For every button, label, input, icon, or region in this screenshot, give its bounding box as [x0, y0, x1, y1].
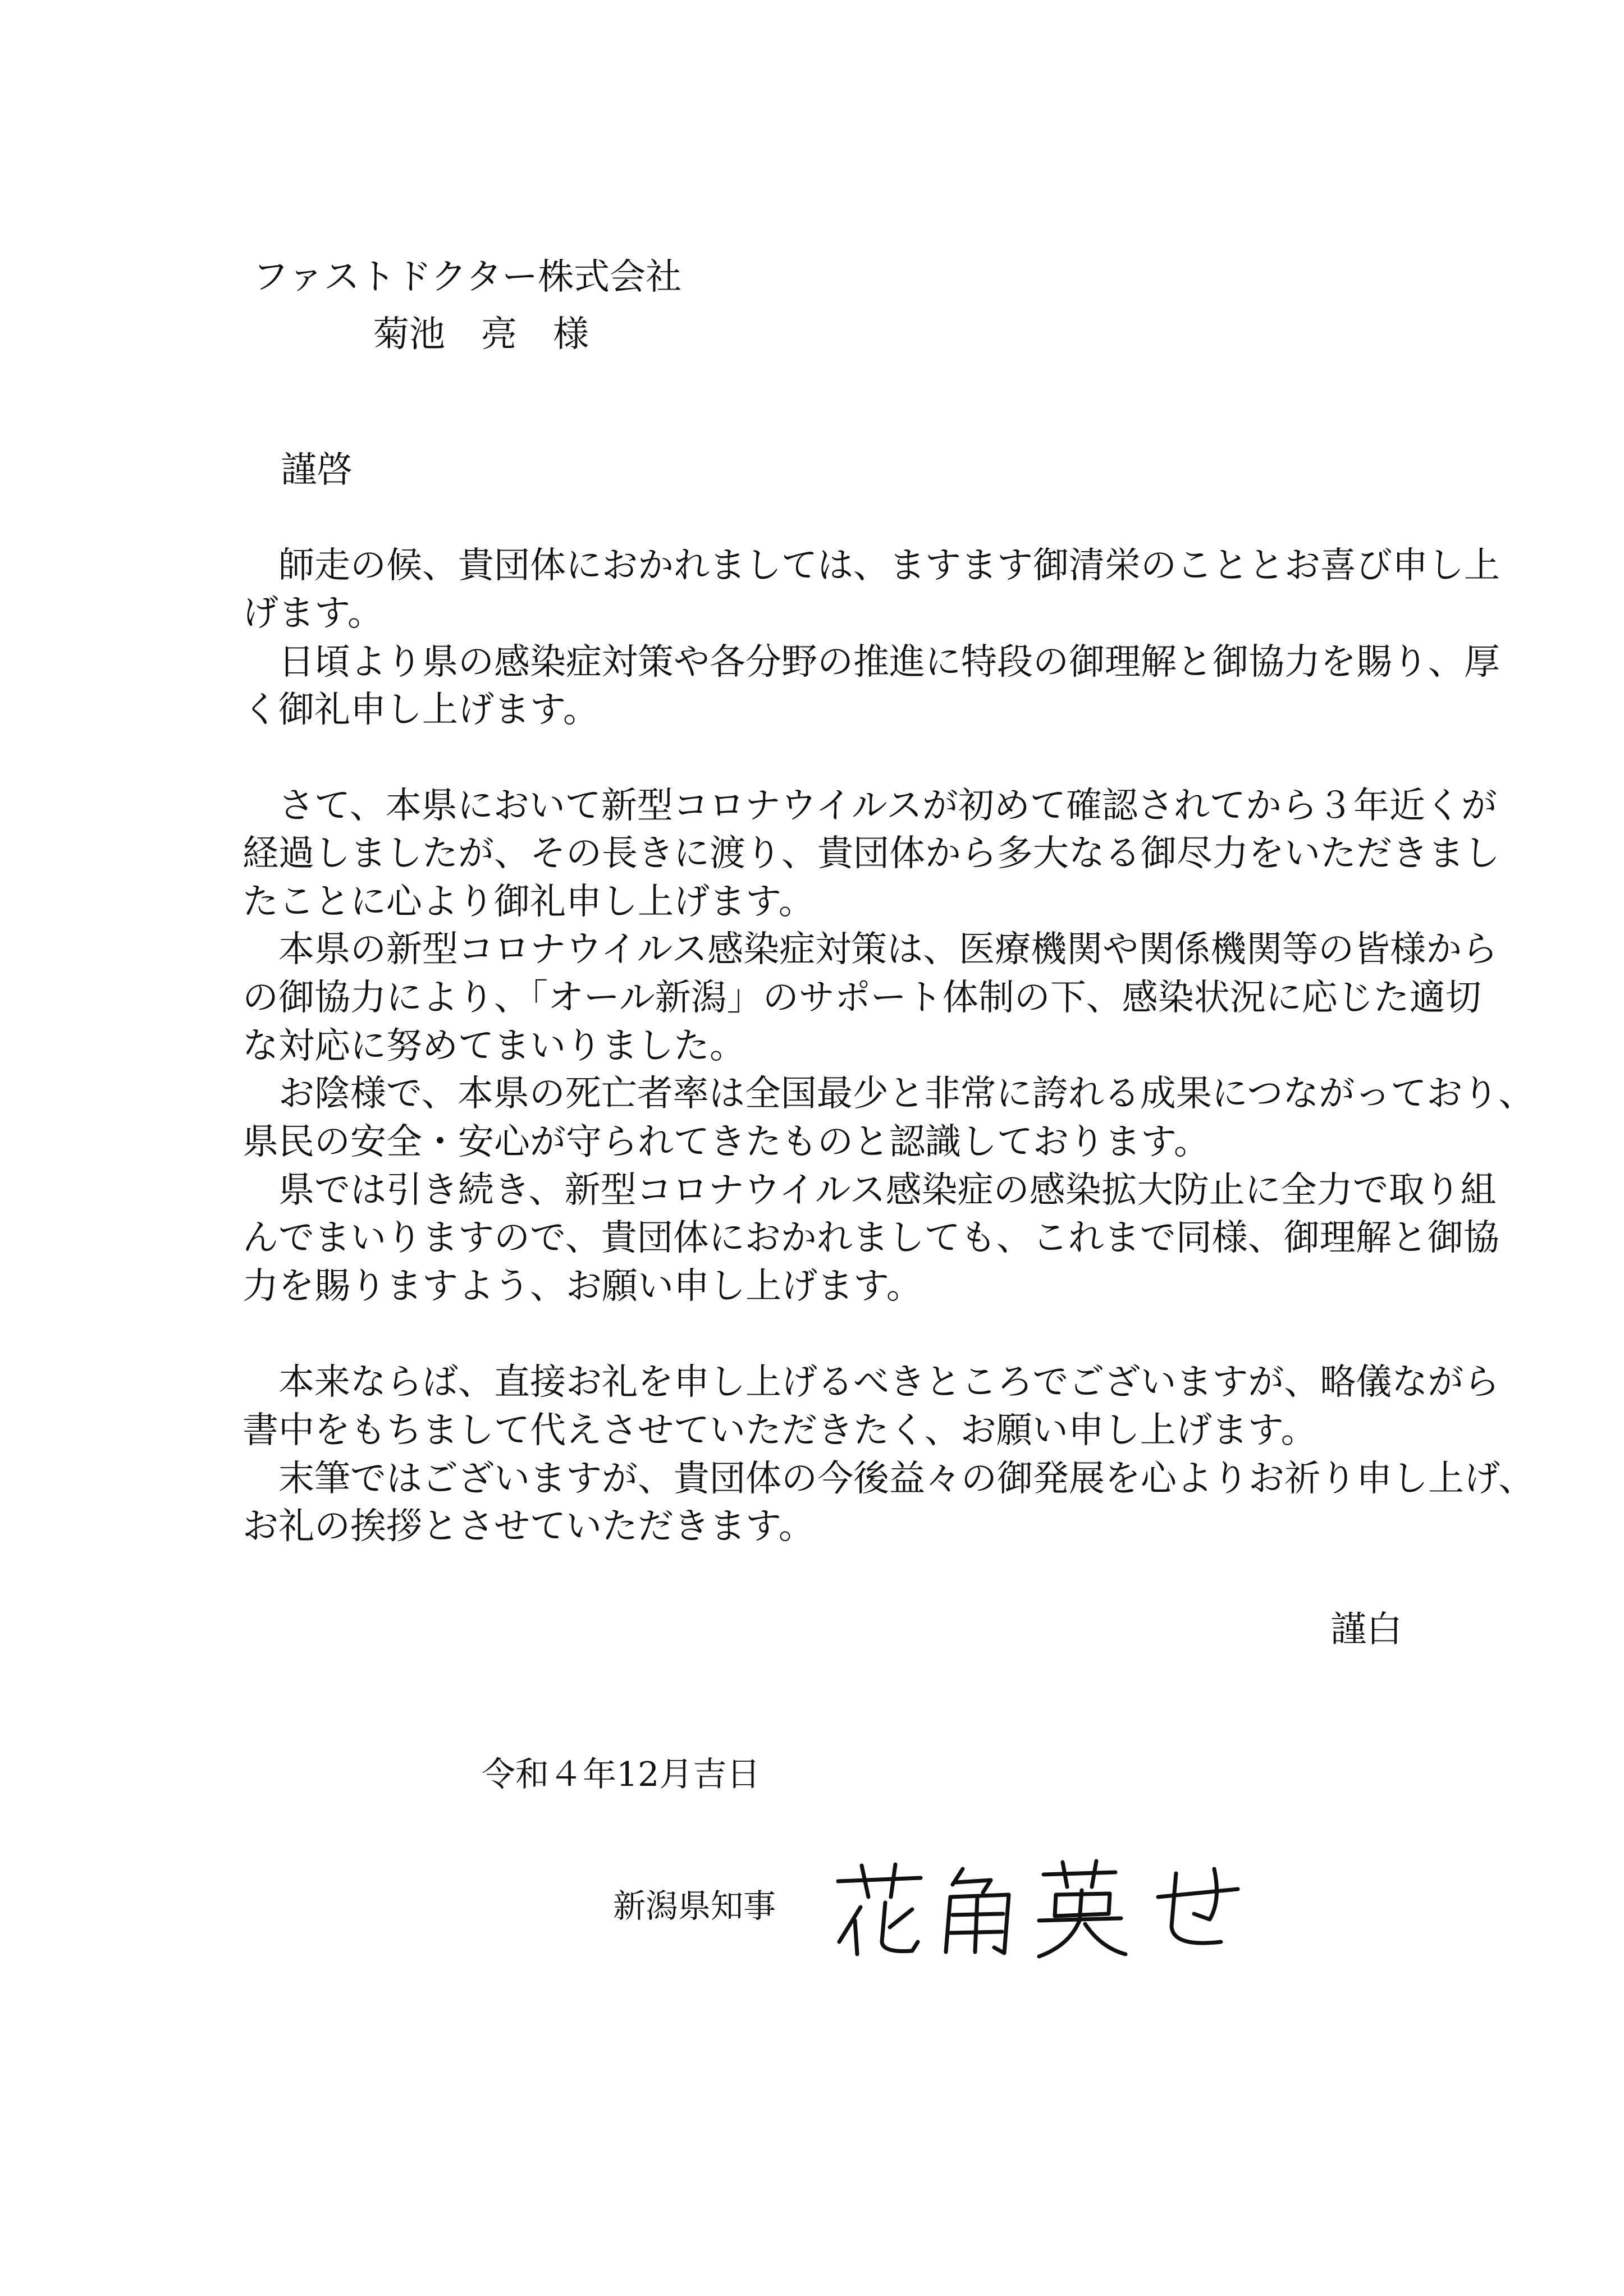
body-line: お礼の挨拶とさせていただきます。: [243, 1506, 815, 1547]
body-line: 県では引き続き、新型コロナウイルス感染症の感染拡大防止に全力で取り組: [243, 1170, 1497, 1211]
body-line: 末筆ではございますが、貴団体の今後益々の御発展を心よりお祈り申し上げ、: [243, 1458, 1535, 1500]
body-line: の御協力により、「オール新潟」のサポート体制の下、感染状況に応じた適切: [243, 977, 1481, 1019]
body-line: 本県の新型コロナウイルス感染症対策は、医療機関や関係機関等の皆様から: [243, 929, 1498, 970]
letter-date: 令和４年12月吉日: [482, 1755, 761, 1794]
body-line: さて、本県において新型コロナウイルスが初めて確認されてから３年近くが: [243, 785, 1497, 827]
body-line: 県民の安全・安心が守られてきたものと認識しております。: [243, 1121, 1210, 1163]
body-line: たことに心より御礼申し上げます。: [243, 881, 815, 923]
body-line: 本来ならば、直接お礼を申し上げるべきところでございますが、略儀ながら: [243, 1362, 1500, 1403]
body-line: んでまいりますので、貴団体におかれましても、これまで同様、御理解と御協: [243, 1217, 1499, 1259]
body-line: げます。: [243, 593, 383, 634]
body-line: お陰様で、本県の死亡者率は全国最少と非常に誇れる成果につながっており、: [243, 1073, 1535, 1115]
body-line: な対応に努めてまいりました。: [243, 1025, 745, 1067]
body-line: 日頃より県の感染症対策や各分野の推進に特段の御理解と御協力を賜り、厚: [243, 641, 1500, 683]
body-line: 経過しましたが、その長きに渡り、貴団体から多大なる御尽力をいただきまし: [243, 833, 1500, 874]
recipient-name: 菊池 亮 様: [373, 314, 589, 355]
body-line: 師走の候、貴団体におかれましては、ますます御清栄のこととお喜び申し上: [243, 545, 1500, 586]
opening-salutation: 謹啓: [281, 450, 353, 491]
body-line: 書中をもちまして代えさせていただきたく、お願い申し上げます。: [243, 1410, 1317, 1451]
recipient-company: ファストドクター株式会社: [253, 256, 682, 298]
closing-salutation: 謹白: [1330, 1609, 1402, 1651]
body-line: く御礼申し上げます。: [243, 689, 599, 731]
sender-title: 新潟県知事: [613, 1887, 776, 1925]
body-line: 力を賜りますよう、お願い申し上げます。: [243, 1266, 922, 1307]
handwritten-signature: [828, 1858, 1243, 1959]
